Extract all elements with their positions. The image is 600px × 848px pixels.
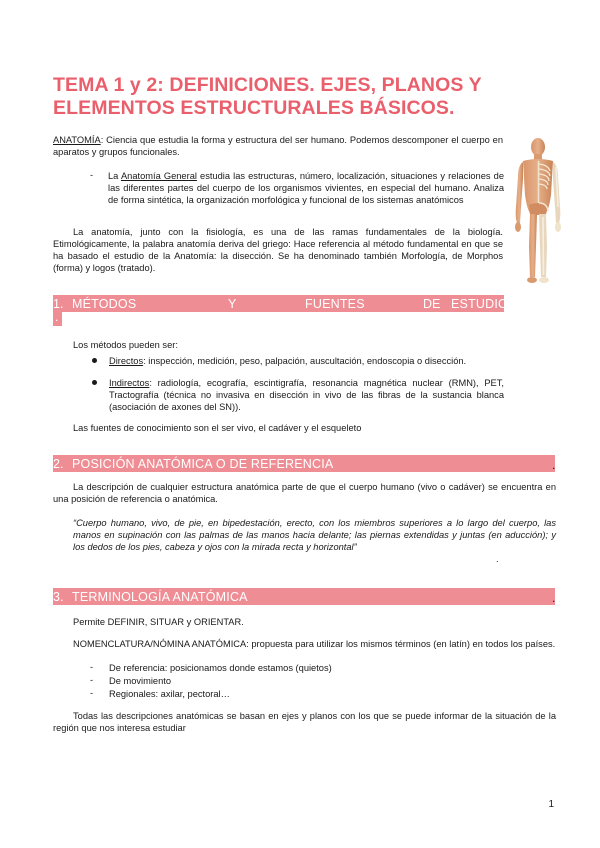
closing-text: Todas las descripciones anatómicas se basan en ejes y planos con los que se puede informar de la situación de la región que nos interesa estudiar xyxy=(53,711,556,733)
general-anatomy-text: estudia las estructuras, número, localización, situaciones y relaciones de las diferentes partes del cuerpo de los organismos vivientes, en especial del humano. Analiza de forma sintética, la organización morfológica y funcional de los sistemas anatómicos xyxy=(108,171,504,205)
intro-paragraph: La anatomía, junto con la fisiología, es una de las ramas fundamentales de la biología. Etimológicamente, la palabra anatomía deriva del griego: Hace referencia al método fundamental en que se ha basado el estudio de la Anatomía: la disección. Se ha denominado también Morfología, de Morphos (forma) y logos (tratado). xyxy=(53,227,503,273)
section-number: 3. xyxy=(53,590,64,604)
section-number: 1. xyxy=(53,297,64,311)
section-end-dot: . xyxy=(552,458,556,472)
quote-text: “Cuerpo humano, vivo, de pie, en bipedestación, erecto, con los miembros superiores a lo largo del cuerpo, las manos en supinación con las palmas de las manos hacia delante; las piernas extendidas y juntas (en aducción); y los dedos de los pies, cabeza y ojos con la mirada recta y horizontal” xyxy=(73,518,556,552)
method-term: Directos xyxy=(109,356,144,366)
section-header-terminology xyxy=(53,588,555,605)
page-title: TEMA 1 y 2: DEFINICIONES. EJES, PLANOS Y ELEMENTOS ESTRUCTURALES BÁSICOS. xyxy=(53,74,482,119)
section-wrap-band xyxy=(53,312,62,326)
list-dash: - xyxy=(90,170,94,180)
page-number: 1 xyxy=(548,799,554,810)
nomenclatura-text: NOMENCLATURA/NÓMINA ANATÓMICA: propuesta para utilizar los mismos términos (en latín) en todos los países. xyxy=(73,639,556,649)
general-prefix: La xyxy=(108,171,121,181)
permite-text: Permite DEFINIR, SITUAR y ORIENTAR. xyxy=(73,617,244,627)
terminology-item: De referencia: posicionamos donde estamos (quietos) xyxy=(109,663,332,673)
terminology-item: Regionales: axilar, pectoral… xyxy=(109,689,230,699)
general-anatomy-term: Anatomía General xyxy=(120,171,197,181)
section-label: POSICIÓN ANATÓMICA O DE REFERENCIA xyxy=(72,457,334,471)
method-text: : radiología, ecografía, escintigrafía, resonancia magnética nuclear (RMN), PET, Tractografía (técnica no invasiva en disección in vivo de las fibras de la sustancia blanca (asociación de axones del SN)). xyxy=(109,378,504,412)
section-number: 2. xyxy=(53,457,64,471)
section-label: TERMINOLOGÍA ANATÓMICA xyxy=(72,590,248,604)
method-direct xyxy=(109,355,504,367)
quote-end: . xyxy=(496,554,499,564)
general-anatomy-item xyxy=(108,170,504,206)
section-word: Y xyxy=(228,297,237,311)
method-term: Indirectos xyxy=(109,378,150,388)
list-dash: - xyxy=(90,662,94,672)
sources-text: Las fuentes de conocimiento son el ser vivo, el cadáver y el esqueleto xyxy=(73,423,362,433)
position-quote xyxy=(73,517,556,553)
section-wrap-dot: . xyxy=(55,310,59,324)
section-word: FUENTES xyxy=(305,297,365,311)
anatomy-definition-text: : Ciencia que estudia la forma y estructura del ser humano. Podemos descomponer el cuerpo en aparatos y grupos funcionales. xyxy=(53,135,503,157)
section-header-methods xyxy=(53,295,508,312)
section-header-position xyxy=(53,455,555,472)
terminology-item: De movimiento xyxy=(109,676,172,686)
section-word: DE xyxy=(423,297,441,311)
anatomy-term: ANATOMÍA xyxy=(53,135,101,145)
method-indirect xyxy=(109,377,504,413)
method-text: : inspección, medición, peso, palpación, auscultación, endoscopia o disección. xyxy=(143,356,467,366)
position-text: La descripción de cualquier estructura anatómica parte de que el cuerpo humano (vivo o cadáver) se encuentra en una posición de referencia o anatómica. xyxy=(53,482,556,504)
methods-lead: Los métodos pueden ser: xyxy=(73,340,178,350)
human-anatomy-figure xyxy=(509,137,567,285)
section-word: MÉTODOS xyxy=(72,297,137,311)
bullet-icon xyxy=(92,380,97,385)
section-end-dot: . xyxy=(552,591,556,605)
anatomy-definition xyxy=(53,134,503,158)
section-word: ESTUDIO xyxy=(451,297,508,311)
list-dash: - xyxy=(90,675,94,685)
bullet-icon xyxy=(92,358,97,363)
list-dash: - xyxy=(90,688,94,698)
